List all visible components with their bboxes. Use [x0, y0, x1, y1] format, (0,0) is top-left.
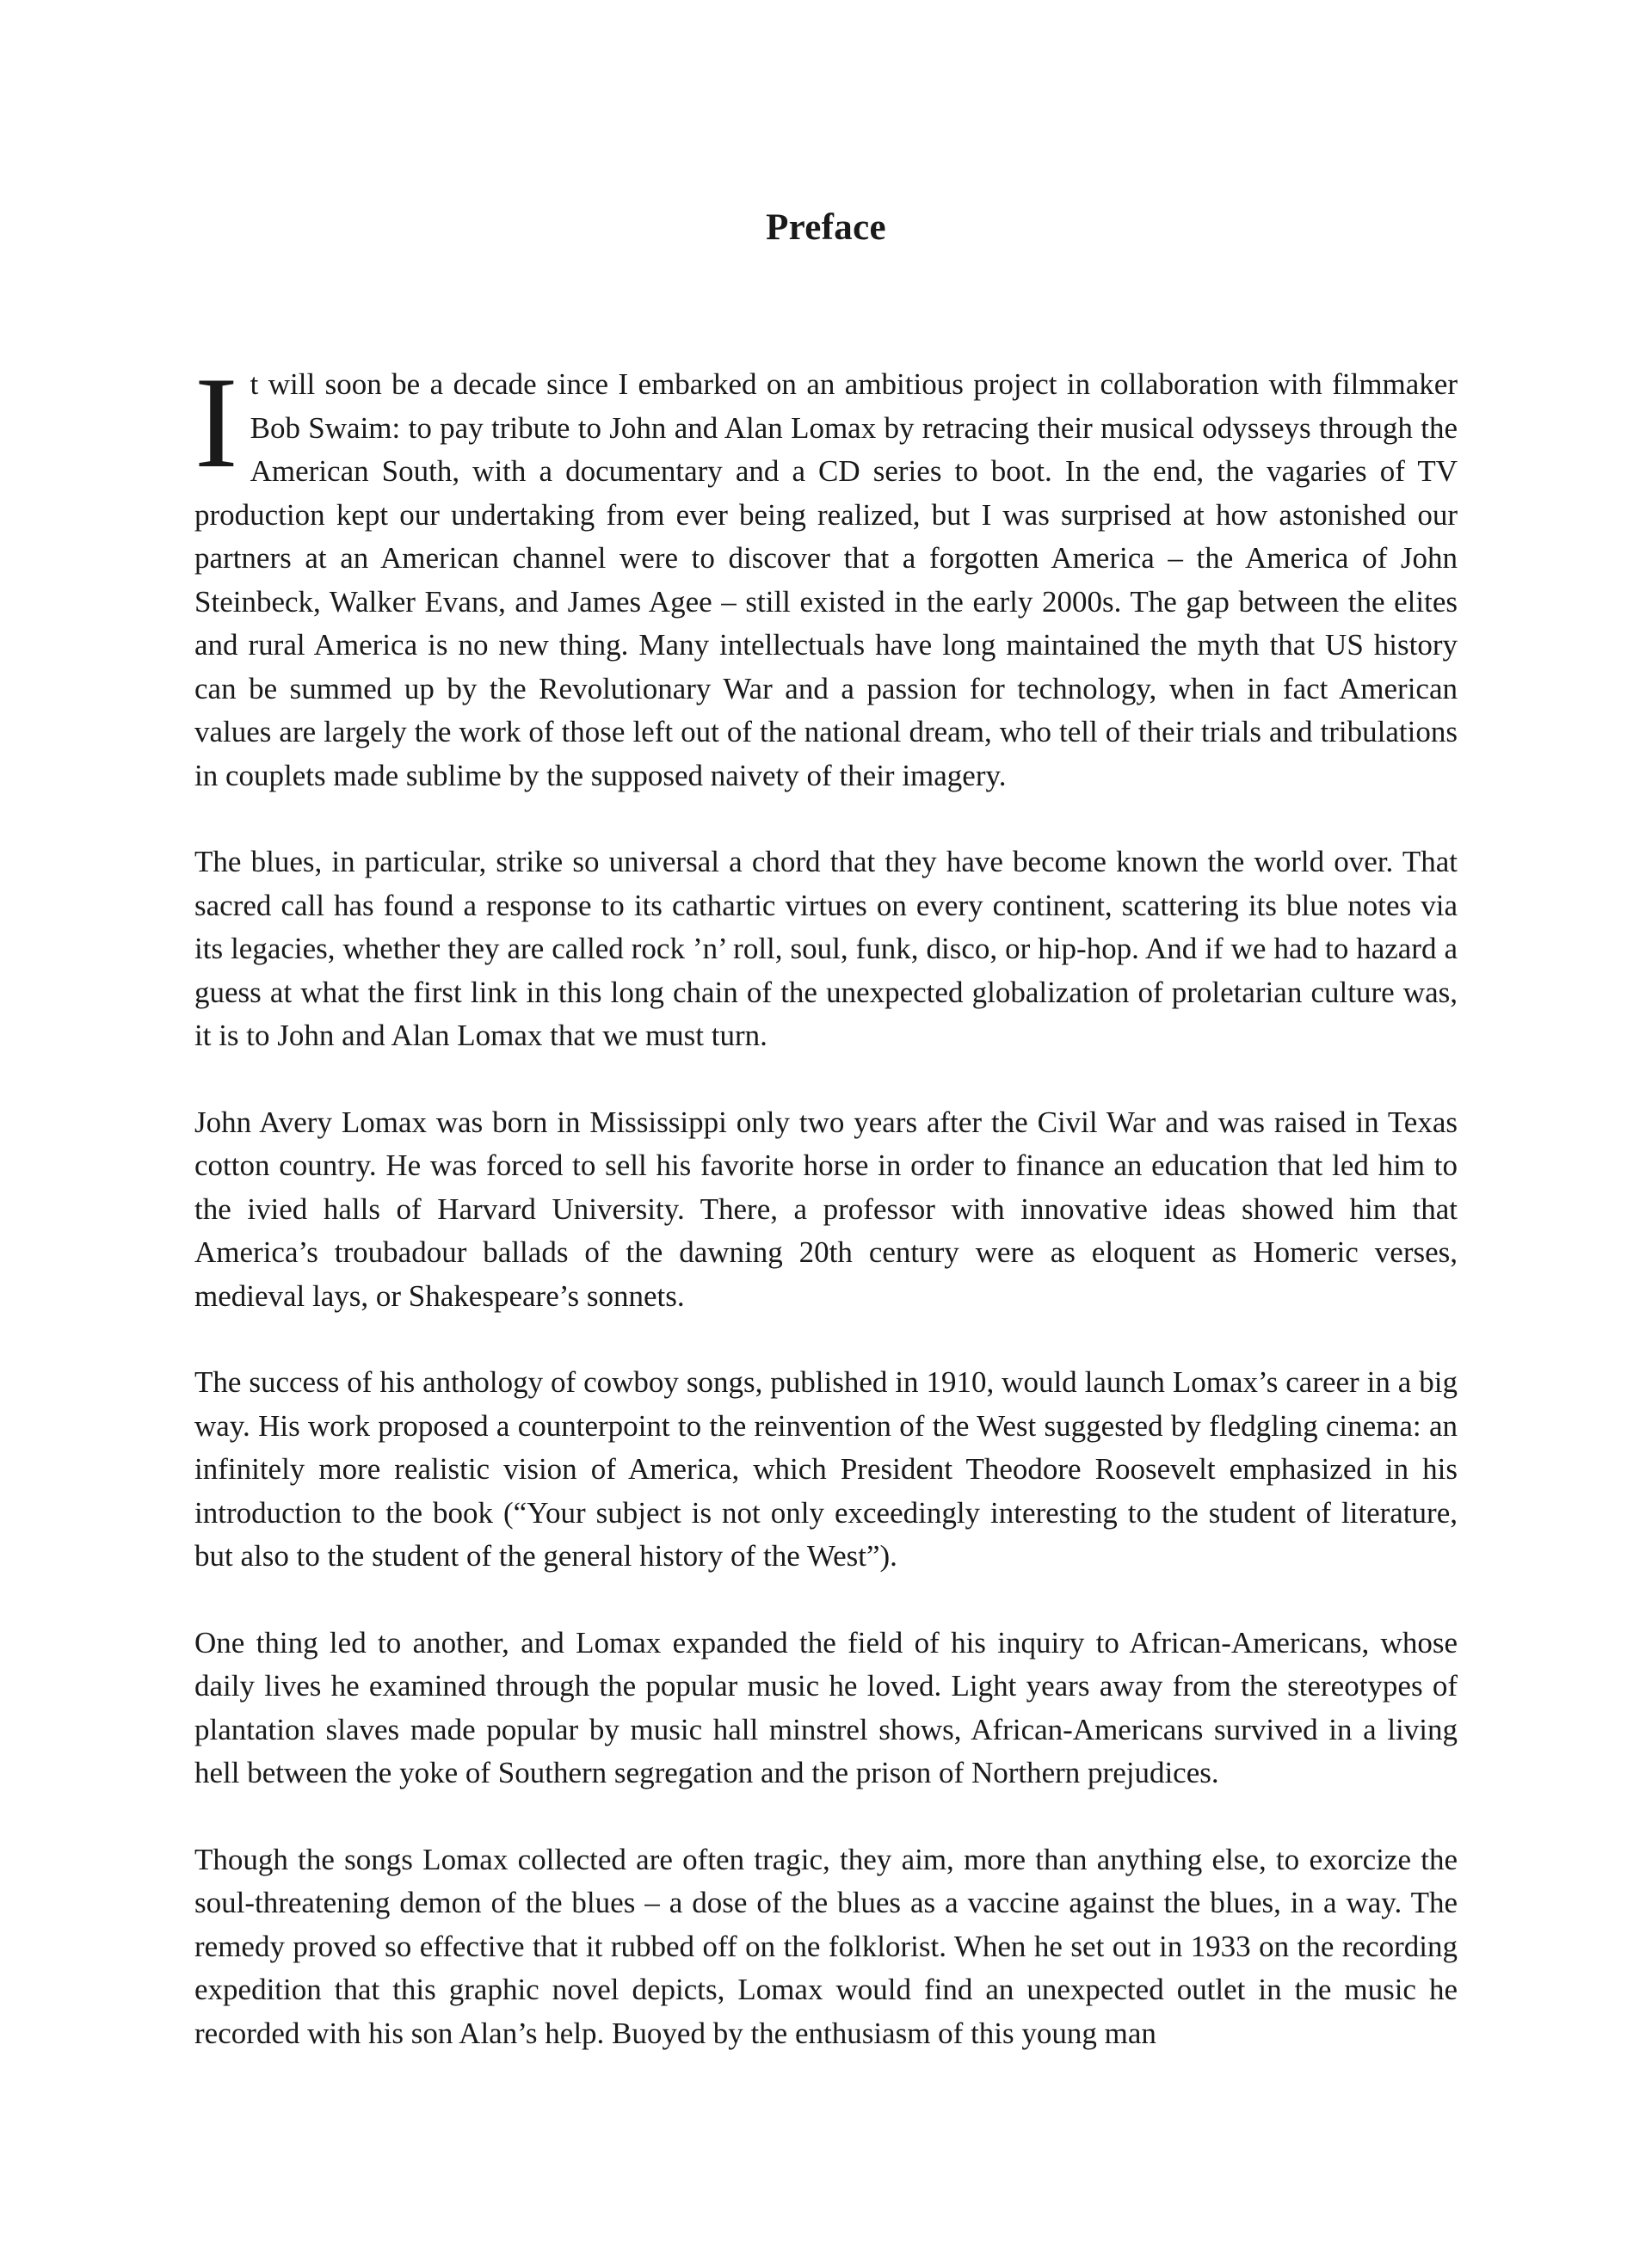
paragraph-5: One thing led to another, and Lomax expanded the field of his inquiry to African-Americans, whose daily lives he examined through the popular music he loved. Light years away from the stereotypes of plantation slaves made popular by music hall minstrel shows, African-Americans survived in a living hell between the yoke of Southern segregation and the prison of Northern prejudices.: [194, 1625, 1458, 1789]
drop-cap: I: [194, 350, 238, 495]
paragraph-1-text: t will soon be a decade since I embarked on an ambitious project in collaboration with filmmaker Bob Swaim: to pay tribute to John and Alan Lomax by retracing their musical odysseys through the American South, with a documentary and a CD series to boot. In the end, the vagaries of TV production kept our undertaking from ever being realized, but I was surprised at how astonished our partners at an American channel were to discover that a forgotten America – the America of John Steinbeck, Walker Evans, and James Agee – still existed in the early 2000s. The gap between the elites and rural America is no new thing. Many intellectuals have long maintained the myth that US history can be summed up by the Revolutionary War and a passion for technology, when in fact American values are largely the work of those left out of the national dream, who tell of their trials and tribulations in couplets made sublime by the supposed naivety of their imagery.: [194, 367, 1458, 792]
body-text: [194, 350, 1458, 2098]
paragraph-4: The success of his anthology of cowboy songs, published in 1910, would launch Lomax’s career in a big way. His work proposed a counterpoint to the reinvention of the West suggested by fledgling cinema: an infinitely more realistic vision of America, which President Theodore Roosevelt emphasized in his introduction to the book (“Your subject is not only exceedingly interesting to the student of literature, but also to the student of the general history of the West”).: [194, 1365, 1458, 1573]
paragraph-2: The blues, in particular, strike so universal a chord that they have become known the world over. That sacred call has found a response to its cathartic virtues on every continent, scattering its blue notes via its legacies, whether they are called rock ’n’ roll, soul, funk, disco, or hip-hop. And if we had to hazard a guess at what the first link in this long chain of the unexpected globalization of proletarian culture was, it is to John and Alan Lomax that we must turn.: [194, 845, 1458, 1052]
paragraph-3: John Avery Lomax was born in Mississippi only two years after the Civil War and was raised in Texas cotton country. He was forced to sell his favorite horse in order to finance an education that led him to the ivied halls of Harvard University. There, a professor with innovative ideas showed him that America’s troubadour ballads of the dawning 20th century were as eloquent as Homeric verses, medieval lays, or Shakespeare’s sonnets.: [194, 1105, 1458, 1313]
paragraph-1: [194, 350, 1458, 797]
page-title: Preface: [766, 207, 886, 248]
paragraph-6: Though the songs Lomax collected are often tragic, they aim, more than anything else, to exorcize the soul-threatening demon of the blues – a dose of the blues as a vaccine against the blues, in a way. The remedy proved so effective that it rubbed off on the folklorist. When he set out in 1933 on the recording expedition that this graphic novel depicts, Lomax would find an unexpected outlet in the music he recorded with his son Alan’s help. Buoyed by the enthusiasm of this young man: [194, 1842, 1458, 2050]
